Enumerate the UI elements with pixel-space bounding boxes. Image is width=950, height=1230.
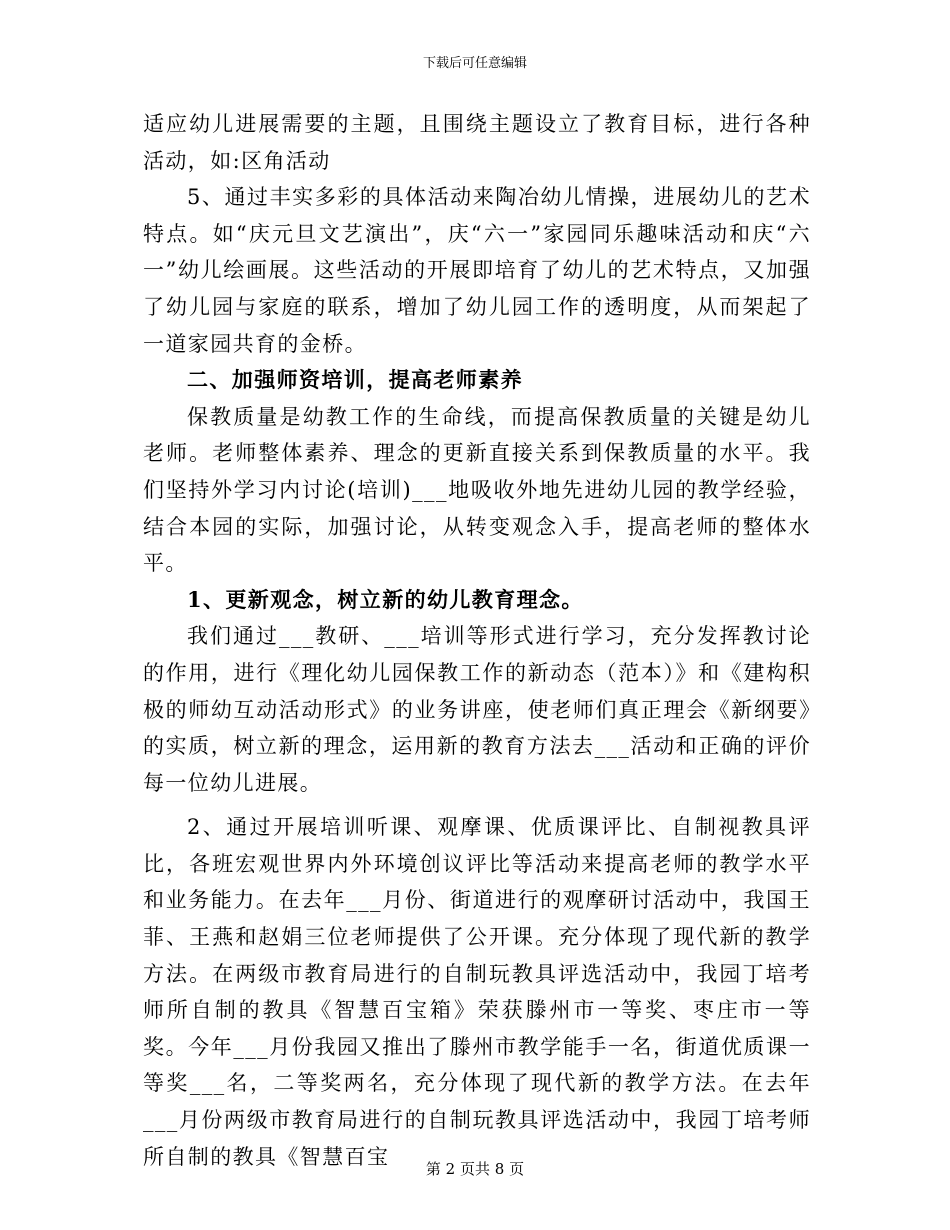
paragraph-teacher-quality: 保教质量是幼教工作的生命线，而提高保教质量的关键是幼儿老师。老师整体素养、理念的更新直接关系到保教质量的水平。我们坚持外学习内讨论(培训)___地吸收外地先进幼儿园的教学经验，结合本园的实际，加强讨论，从转变观念入手，提高老师的整体水平。 (143, 404, 811, 576)
document-body (143, 106, 811, 1175)
page-header: 下载后可任意编辑 (422, 56, 527, 71)
paragraph-item-2: 2、通过开展培训听课、观摩课、优质课评比、自制视教具评比，各班宏观世界内外环境创议评比等活动来提高老师的教学水平和业务能力。在去年___月份、街道进行的观摩研讨活动中，我国王菲、王燕和赵娟三位老师提供了公开课。充分体现了现代新的教学方法。在两级市教育局进行的自制玩教具评选活动中，我园丁培考师所自制的教具《智慧百宝箱》荣获滕州市一等奖、枣庄市一等奖。今年___月份我园又推出了滕州市教学能手一名，街道优质课一等奖___名，二等奖两名，充分体现了现代新的教学方法。在去年___月份两级市教育局进行的自制玩教具评选活动中，我园丁培考师所自制的教具《智慧百宝 (143, 815, 811, 1169)
paragraph-continuation: 适应幼儿进展需要的主题，且围绕主题设立了教育目标，进行各种活动，如:区角活动 (143, 112, 811, 173)
paragraph-new-concepts: 我们通过___教研、___培训等形式进行学习，充分发挥教讨论的作用，进行《理化幼儿园保教工作的新动态（范本）》和《建构积极的师幼互动活动形式》的业务讲座，使老师们真正理会《新纲要》的实质，树立新的理念，运用新的教育方法去___活动和正确的评价每一位幼儿进展。 (143, 624, 811, 795)
page-number: 第 2 页共 8 页 (425, 1160, 525, 1178)
section-heading-2: 二、加强师资培训，提高老师素养 (187, 367, 523, 393)
paragraph-item-5: 5、通过丰实多彩的具体活动来陶冶幼儿情操，进展幼儿的艺术特点。如“庆元旦文艺演出”，庆“六一”家园同乐趣味活动和庆“六一”幼儿绘画展。这些活动的开展即培育了幼儿的艺术特点，又加强了幼儿园与家庭的联系，增加了幼儿园工作的透明度，从而架起了一道家园共育的金桥。 (143, 185, 811, 356)
subheading-1: 1、更新观念，树立新的幼儿教育理念。 (187, 586, 584, 612)
